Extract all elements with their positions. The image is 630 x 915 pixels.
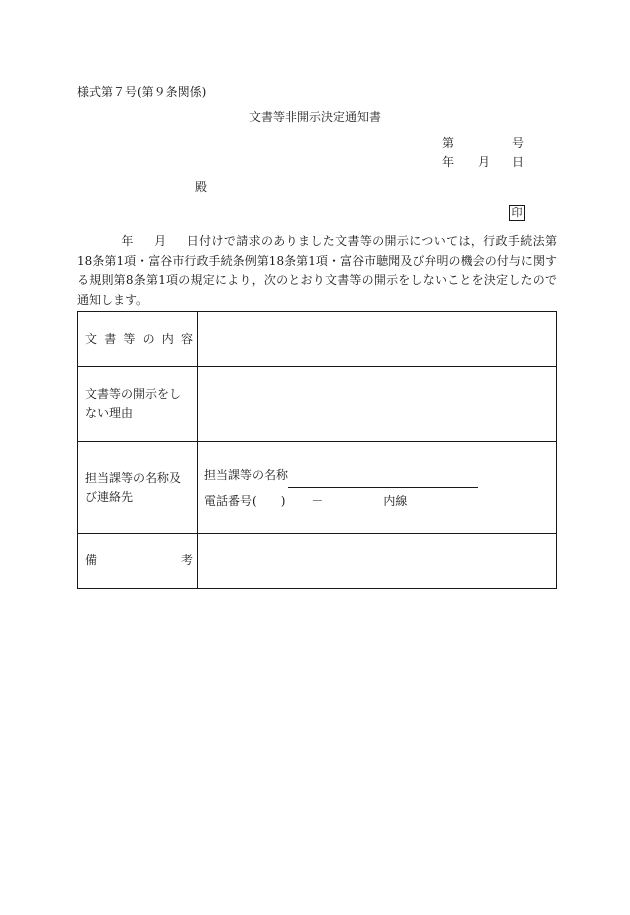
department-name-label: 担当課等の名称 (204, 467, 289, 482)
phone-dash: － (311, 493, 324, 508)
issue-date-year: 年 (442, 155, 455, 169)
table-row-contact (78, 442, 557, 533)
label-department-contact: 担当課等の名称及び連絡先 (78, 442, 198, 533)
document-content-field[interactable] (198, 312, 557, 367)
label-document-content (78, 312, 198, 367)
document-title: 文書等非開示決定通知書 (248, 110, 381, 124)
label-char: 容 (180, 331, 193, 346)
body-date-year: 年 (121, 234, 134, 248)
issue-date-month: 月 (478, 155, 491, 169)
table-row-reason (78, 367, 557, 442)
issue-date-day: 日 (512, 155, 525, 169)
label-char: 内 (161, 331, 174, 346)
table-row-content (78, 312, 557, 367)
department-contact-field (198, 442, 557, 533)
notice-body (77, 232, 557, 310)
recipient-honorific: 殿 (195, 180, 208, 194)
label-char: 備 (85, 553, 98, 568)
notice-table (77, 311, 557, 589)
phone-line (198, 488, 556, 514)
body-date-month: 月 (153, 234, 167, 248)
label-char: 書 (104, 331, 117, 346)
table-row-remarks (78, 533, 557, 588)
department-name-blank[interactable] (288, 474, 478, 488)
phone-paren-close: ) (280, 493, 286, 508)
label-char: 等 (123, 331, 136, 346)
remarks-field[interactable] (198, 533, 557, 588)
extension-label: 内線 (383, 493, 408, 508)
document-number-suffix: 号 (512, 136, 525, 150)
form-number: 様式第７号(第９条関係) (77, 85, 207, 99)
label-char: 考 (180, 553, 193, 568)
body-text: 日付けで請求のありました文書等の開示については，行政手続法第18条第1項・富谷市行政手続条例第18条第1項・富谷市聴聞及び弁明の機会の付与に関する規則第8条第1項の規定により，次のとおり文書等の開示をしないことを決定したので通知します。 (77, 234, 557, 307)
label-char: の (142, 331, 155, 346)
document-number-prefix: 第 (442, 136, 455, 150)
label-nondisclosure-reason: 文書等の開示をしない理由 (78, 367, 198, 442)
seal-mark: 印 (509, 205, 525, 221)
nondisclosure-reason-field[interactable] (198, 367, 557, 442)
phone-label: 電話番号( (204, 493, 257, 508)
label-remarks (78, 533, 198, 588)
department-name-line (198, 462, 556, 488)
label-char: 文 (85, 331, 98, 346)
